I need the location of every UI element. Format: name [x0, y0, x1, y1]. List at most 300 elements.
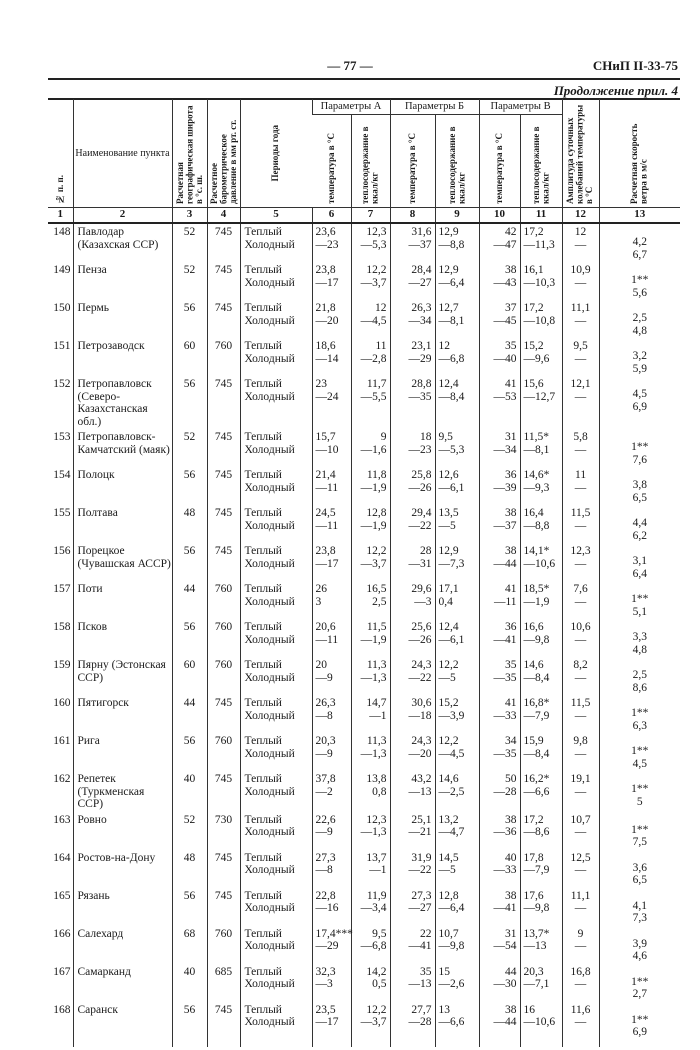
table-row: [48, 657, 680, 695]
param-b-temp: [390, 543, 435, 581]
param-a-heat-warm: 16,5: [366, 583, 387, 595]
column-number: 12: [562, 208, 599, 224]
pressure: 760: [207, 338, 240, 376]
column-number: 7: [351, 208, 390, 224]
periods: [240, 300, 312, 338]
param-v-heat: [520, 1002, 562, 1047]
pressure: 685: [207, 964, 240, 1002]
param-v-heat-warm: 18,5*: [523, 583, 550, 595]
param-v-temp: [479, 888, 520, 926]
param-v-heat-warm: 16,1: [523, 264, 544, 276]
amplitude-warm: 8,2: [573, 659, 588, 671]
param-a-heat-cold: —1,9: [360, 481, 387, 494]
param-v-heat-cold: —9,3: [523, 481, 550, 494]
amplitude: [562, 850, 599, 888]
param-v-heat: [520, 505, 562, 543]
param-a-temp: [312, 300, 351, 338]
amplitude: [562, 926, 599, 964]
param-v-heat-warm: 17,6: [523, 889, 544, 902]
amplitude-warm: 9,5: [573, 340, 588, 352]
latitude: 44: [172, 695, 207, 733]
param-b-temp: [390, 657, 435, 695]
period-cold: Холодный: [244, 390, 295, 403]
amplitude-warm: 10,7: [570, 813, 591, 826]
param-a-heat: [351, 964, 390, 1002]
wind-speed-warm: 4,5: [632, 388, 647, 400]
param-v-temp-cold: —39: [493, 481, 517, 494]
param-v-temp-warm: 38: [505, 889, 517, 902]
param-b-temp-warm: 25,6: [411, 621, 432, 633]
param-b-temp-warm: 29,4: [411, 507, 432, 519]
param-a-temp-cold: —10: [315, 443, 339, 456]
amplitude-warm: 12,3: [570, 545, 591, 557]
param-a-heat-cold: —3,7: [360, 1016, 387, 1028]
param-v-heat: [520, 300, 562, 338]
param-v-heat-cold: —6,6: [523, 785, 550, 798]
param-a-heat-warm: 12,8: [366, 507, 387, 519]
param-a-heat-cold: —5,3: [360, 238, 387, 251]
wind-speed-warm: 3,8: [632, 479, 647, 491]
wind-speed: [599, 505, 680, 543]
param-a-temp-warm: 26: [315, 583, 327, 595]
param-b-heat-warm: 12,7: [438, 302, 459, 314]
periods: [240, 619, 312, 657]
param-a-heat-cold: —1,3: [360, 671, 387, 684]
param-v-heat: [520, 223, 562, 262]
param-b-temp-cold: —29: [408, 352, 432, 365]
param-v-temp: [479, 505, 520, 543]
wind-speed-cold: 7,6: [632, 453, 647, 466]
param-v-temp: [479, 850, 520, 888]
param-b-heat-cold: —5,3: [438, 443, 465, 456]
periods: [240, 888, 312, 926]
column-number: 10: [479, 208, 520, 224]
param-b-heat-warm: 12,8: [438, 889, 459, 902]
place-name: Порецкое (Чувашская АССР): [73, 543, 172, 581]
param-v-heat: [520, 888, 562, 926]
param-a-heat-warm: 12: [375, 302, 387, 314]
param-b-temp-cold: —37: [408, 238, 432, 251]
param-b-temp-cold: —18: [408, 709, 432, 722]
wind-speed-cold: 6,5: [632, 874, 647, 886]
param-a-temp-cold: —3: [315, 978, 333, 990]
table-row: [48, 223, 680, 262]
amplitude: [562, 619, 599, 657]
period-warm: Теплый: [244, 965, 282, 978]
param-a-temp-warm: 23,8: [315, 545, 336, 557]
param-a-temp: [312, 1002, 351, 1047]
col-header-no: № п. п.: [54, 174, 65, 204]
wind-speed: [599, 338, 680, 376]
param-v-heat: [520, 695, 562, 733]
param-a-temp-cold: —20: [315, 314, 339, 327]
wind-speed-warm: 1**: [631, 783, 649, 795]
row-number: 149: [53, 264, 71, 276]
row-number: 154: [53, 469, 71, 481]
param-b-temp: [390, 300, 435, 338]
param-v-heat-cold: —7,9: [523, 709, 550, 722]
param-b-heat: [435, 812, 479, 850]
param-a-temp: [312, 964, 351, 1002]
group-header-a: Параметры А: [312, 99, 390, 115]
param-a-heat-cold: —1,6: [360, 443, 387, 456]
param-b-temp: [390, 619, 435, 657]
latitude: 56: [172, 376, 207, 429]
param-a-heat: [351, 505, 390, 543]
table-row: [48, 964, 680, 1002]
param-b-temp-cold: —21: [408, 826, 432, 838]
latitude: 40: [172, 771, 207, 812]
param-a-temp-warm: 15,7: [315, 431, 336, 443]
param-b-heat: [435, 262, 479, 300]
period-cold: Холодный: [244, 238, 295, 251]
param-b-heat-warm: 12,4: [438, 378, 459, 390]
amplitude-cold: —: [574, 390, 587, 403]
param-a-heat-cold: —1,3: [360, 747, 387, 760]
period-warm: Теплый: [244, 735, 282, 747]
page-number: — 77 —: [327, 58, 373, 73]
amplitude-cold: —: [574, 940, 587, 952]
param-b-temp-cold: —22: [408, 671, 432, 684]
param-v-heat-cold: —9,8: [523, 902, 550, 914]
period-cold: Холодный: [244, 940, 295, 952]
amplitude-warm: 10,9: [570, 264, 591, 276]
param-b-temp-cold: —23: [408, 443, 432, 456]
param-b-temp-warm: 18: [420, 431, 432, 443]
param-b-heat: [435, 850, 479, 888]
row-number: 155: [53, 507, 71, 519]
periods: [240, 505, 312, 543]
wind-speed-cold: 5,9: [632, 362, 647, 375]
param-b-heat: [435, 467, 479, 505]
param-a-temp: [312, 505, 351, 543]
param-v-temp-warm: 38: [505, 545, 517, 557]
pressure: 745: [207, 771, 240, 812]
amplitude-warm: 11: [575, 469, 587, 481]
param-v-temp-cold: —36: [493, 826, 517, 838]
wind-speed: [599, 1002, 680, 1047]
amplitude: [562, 505, 599, 543]
latitude: 48: [172, 850, 207, 888]
latitude: 48: [172, 505, 207, 543]
amplitude-cold: —: [574, 978, 587, 990]
param-b-heat-cold: —5: [438, 671, 456, 684]
row-number: 151: [53, 340, 71, 352]
place-name: Ровно: [73, 812, 172, 850]
wind-speed: [599, 223, 680, 262]
param-v-temp-cold: —33: [493, 709, 517, 722]
wind-speed-cold: 7,5: [632, 836, 647, 848]
column-number: 8: [390, 208, 435, 224]
table-row: [48, 733, 680, 771]
place-name: Пярну (Эстонская ССР): [73, 657, 172, 695]
param-a-heat-cold: —1,9: [360, 633, 387, 646]
param-a-heat: [351, 223, 390, 262]
param-v-heat: [520, 338, 562, 376]
document-code: СНиП II-33-75: [592, 58, 678, 73]
param-a-temp-warm: 27,3: [315, 851, 336, 864]
column-number: 4: [207, 208, 240, 224]
param-b-temp-cold: —27: [408, 902, 432, 914]
param-v-temp-warm: 31: [505, 927, 517, 940]
pressure: 745: [207, 888, 240, 926]
param-b-temp-warm: 22: [420, 927, 432, 940]
param-b-temp-warm: 26,3: [411, 302, 432, 314]
amplitude-warm: 7,6: [573, 583, 588, 595]
col-header-wind: Расчетная скорость ветра в м/с: [599, 99, 680, 208]
pressure: 745: [207, 543, 240, 581]
latitude: 56: [172, 733, 207, 771]
param-v-heat: [520, 926, 562, 964]
param-a-temp: [312, 926, 351, 964]
period-cold: Холодный: [244, 671, 295, 684]
row-number: 159: [53, 659, 71, 671]
param-b-heat: [435, 964, 479, 1002]
param-b-heat: [435, 733, 479, 771]
param-b-temp: [390, 376, 435, 429]
amplitude-cold: —: [574, 557, 587, 570]
amplitude-cold: —: [574, 352, 587, 365]
param-b-heat-warm: 15,2: [438, 697, 459, 709]
param-b-heat-warm: 12,2: [438, 735, 459, 747]
table-row: [48, 429, 680, 467]
period-warm: Теплый: [244, 889, 282, 902]
continuation-label: Продолжение прил. 4: [553, 83, 678, 98]
param-a-heat: [351, 926, 390, 964]
pressure: 745: [207, 505, 240, 543]
param-a-heat-cold: —1,9: [360, 519, 387, 532]
param-v-temp-warm: 35: [505, 659, 517, 671]
param-b-temp-warm: 27,7: [411, 1003, 432, 1016]
param-b-temp: [390, 733, 435, 771]
param-v-temp: [479, 1002, 520, 1047]
param-b-heat-warm: 17,1: [438, 583, 459, 595]
periods: [240, 1002, 312, 1047]
latitude: 60: [172, 338, 207, 376]
wind-speed-cold: 5,6: [632, 286, 647, 299]
param-a-temp: [312, 467, 351, 505]
param-v-heat: [520, 850, 562, 888]
param-b-heat: [435, 888, 479, 926]
column-number: 13: [599, 208, 680, 224]
param-b-heat: [435, 300, 479, 338]
param-v-temp-warm: 38: [505, 1003, 517, 1016]
param-a-temp: [312, 581, 351, 619]
param-v-temp: [479, 429, 520, 467]
period-cold: Холодный: [244, 557, 295, 570]
param-v-heat-cold: —10,8: [523, 314, 556, 327]
param-b-temp-cold: —41: [408, 940, 432, 952]
param-v-temp-cold: —44: [493, 1016, 517, 1028]
pressure: 745: [207, 376, 240, 429]
param-a-heat-cold: —3,7: [360, 276, 387, 289]
place-name: Рязань: [73, 888, 172, 926]
wind-speed: [599, 429, 680, 467]
periods: [240, 812, 312, 850]
amplitude-cold: —: [574, 826, 587, 838]
table-row: [48, 771, 680, 812]
param-b-heat-cold: —7,3: [438, 557, 465, 570]
param-b-temp: [390, 695, 435, 733]
param-v-temp-warm: 50: [505, 773, 517, 785]
latitude: 52: [172, 262, 207, 300]
param-b-temp-cold: —35: [408, 390, 432, 403]
row-number: 156: [53, 545, 71, 557]
param-a-temp-warm: 20: [315, 659, 327, 671]
param-a-heat-cold: —1: [369, 864, 387, 876]
param-a-temp: [312, 695, 351, 733]
col-header-periods: Периоды года: [240, 99, 312, 208]
param-a-temp-cold: —14: [315, 352, 339, 365]
period-warm: Теплый: [244, 264, 282, 276]
climate-parameters-table: [48, 99, 680, 1047]
param-b-heat-warm: 13,5: [438, 507, 459, 519]
amplitude: [562, 888, 599, 926]
table-row: [48, 376, 680, 429]
param-v-temp: [479, 581, 520, 619]
wind-speed: [599, 926, 680, 964]
periods: [240, 733, 312, 771]
param-b-heat: [435, 1002, 479, 1047]
param-v-heat-cold: —10,6: [523, 557, 556, 570]
param-v-temp: [479, 964, 520, 1002]
param-a-heat-cold: 0,5: [372, 978, 387, 990]
row-number: 166: [53, 927, 71, 940]
param-b-temp-warm: 28,8: [411, 378, 432, 390]
param-a-temp-cold: —17: [315, 1016, 339, 1028]
param-b-heat-warm: 12: [438, 340, 451, 352]
amplitude-cold: —: [574, 1016, 587, 1028]
amplitude-cold: —: [574, 238, 587, 251]
periods: [240, 771, 312, 812]
pressure: 760: [207, 619, 240, 657]
param-v-temp-cold: —34: [493, 443, 517, 456]
param-v-temp: [479, 262, 520, 300]
wind-speed-cold: 6,5: [632, 491, 647, 504]
period-warm: Теплый: [244, 469, 282, 481]
period-cold: Холодный: [244, 747, 295, 760]
amplitude-warm: 12: [574, 226, 587, 238]
param-v-temp-warm: 44: [505, 965, 517, 978]
param-a-heat-warm: 11,7: [366, 378, 387, 390]
latitude: 56: [172, 467, 207, 505]
param-a-heat: [351, 1002, 390, 1047]
param-b-temp-warm: 28,4: [411, 264, 432, 276]
param-v-heat-warm: 16,4: [523, 507, 544, 519]
param-a-temp-warm: 26,3: [315, 697, 336, 709]
param-v-temp-warm: 42: [505, 226, 517, 238]
period-cold: Холодный: [244, 481, 295, 494]
periods: [240, 429, 312, 467]
period-warm: Теплый: [244, 583, 282, 595]
param-a-temp-cold: —8: [315, 864, 333, 876]
amplitude-warm: 11,1: [570, 889, 591, 902]
amplitude: [562, 581, 599, 619]
param-v-temp-warm: 41: [505, 378, 517, 390]
param-v-heat-warm: 17,2: [523, 813, 544, 826]
param-a-heat: [351, 812, 390, 850]
place-name: Петрозаводск: [73, 338, 172, 376]
table-row: [48, 581, 680, 619]
period-warm: Теплый: [244, 226, 282, 238]
amplitude-cold: —: [574, 709, 587, 722]
latitude: 56: [172, 619, 207, 657]
place-name: Пятигорск: [73, 695, 172, 733]
wind-speed: [599, 300, 680, 338]
param-a-heat-cold: —6,8: [360, 940, 387, 952]
param-a-heat-cold: —4,5: [360, 314, 387, 327]
period-cold: Холодный: [244, 902, 295, 914]
row-number: 164: [53, 851, 71, 864]
param-b-temp-cold: —22: [408, 864, 432, 876]
param-a-temp: [312, 657, 351, 695]
period-cold: Холодный: [244, 633, 295, 646]
param-a-temp-warm: 22,6: [315, 813, 336, 826]
param-b-heat-warm: 10,7: [438, 927, 459, 940]
period-cold: Холодный: [244, 443, 295, 456]
period-cold: Холодный: [244, 709, 295, 722]
param-v-temp-cold: —41: [493, 902, 517, 914]
period-cold: Холодный: [244, 1016, 295, 1028]
wind-speed-cold: 7,3: [632, 912, 647, 924]
param-v-temp-warm: 41: [505, 583, 517, 595]
periods: [240, 376, 312, 429]
param-v-heat-warm: 16,2*: [523, 773, 550, 785]
param-a-temp: [312, 262, 351, 300]
wind-speed-warm: 1**: [631, 441, 649, 453]
latitude: 40: [172, 964, 207, 1002]
column-number: 2: [73, 208, 172, 224]
pressure: 760: [207, 926, 240, 964]
param-a-temp-cold: 3: [315, 595, 322, 608]
latitude: 56: [172, 1002, 207, 1047]
param-a-heat-warm: 11: [375, 340, 387, 352]
col-header-pressure: Расчетное барометрическое давление в мм рт. ст.: [207, 99, 240, 208]
param-v-heat-cold: —9,6: [523, 352, 550, 365]
param-b-temp: [390, 581, 435, 619]
amplitude-cold: —: [574, 314, 587, 327]
table-row: [48, 619, 680, 657]
param-b-temp-warm: 25,8: [411, 469, 432, 481]
param-v-temp: [479, 543, 520, 581]
param-a-heat-warm: 9: [380, 431, 387, 443]
wind-speed-cold: 4,6: [632, 950, 647, 962]
param-v-temp-cold: —40: [493, 352, 517, 365]
amplitude: [562, 964, 599, 1002]
amplitude-cold: —: [574, 519, 587, 532]
param-v-heat-warm: 17,2: [523, 302, 544, 314]
param-v-heat-cold: —12,7: [523, 390, 556, 403]
latitude: 56: [172, 543, 207, 581]
param-v-heat-warm: 14,6*: [523, 469, 550, 481]
param-v-heat-warm: 15,6: [523, 378, 544, 390]
wind-speed-warm: 3,2: [632, 350, 647, 362]
period-warm: Теплый: [244, 773, 282, 785]
param-a-temp-warm: 18,6: [315, 340, 336, 352]
period-warm: Теплый: [244, 302, 282, 314]
param-a-temp: [312, 338, 351, 376]
param-v-temp-warm: 40: [505, 851, 517, 864]
wind-speed: [599, 543, 680, 581]
wind-speed-cold: 4,8: [632, 643, 647, 656]
pressure: 745: [207, 262, 240, 300]
pressure: 760: [207, 657, 240, 695]
param-a-temp-warm: 37,8: [315, 773, 336, 785]
param-a-temp-cold: —11: [315, 519, 339, 532]
param-a-temp: [312, 376, 351, 429]
periods: [240, 695, 312, 733]
col-header-amplitude: Амплитуда суточных колебаний температуры в °С: [562, 99, 599, 208]
